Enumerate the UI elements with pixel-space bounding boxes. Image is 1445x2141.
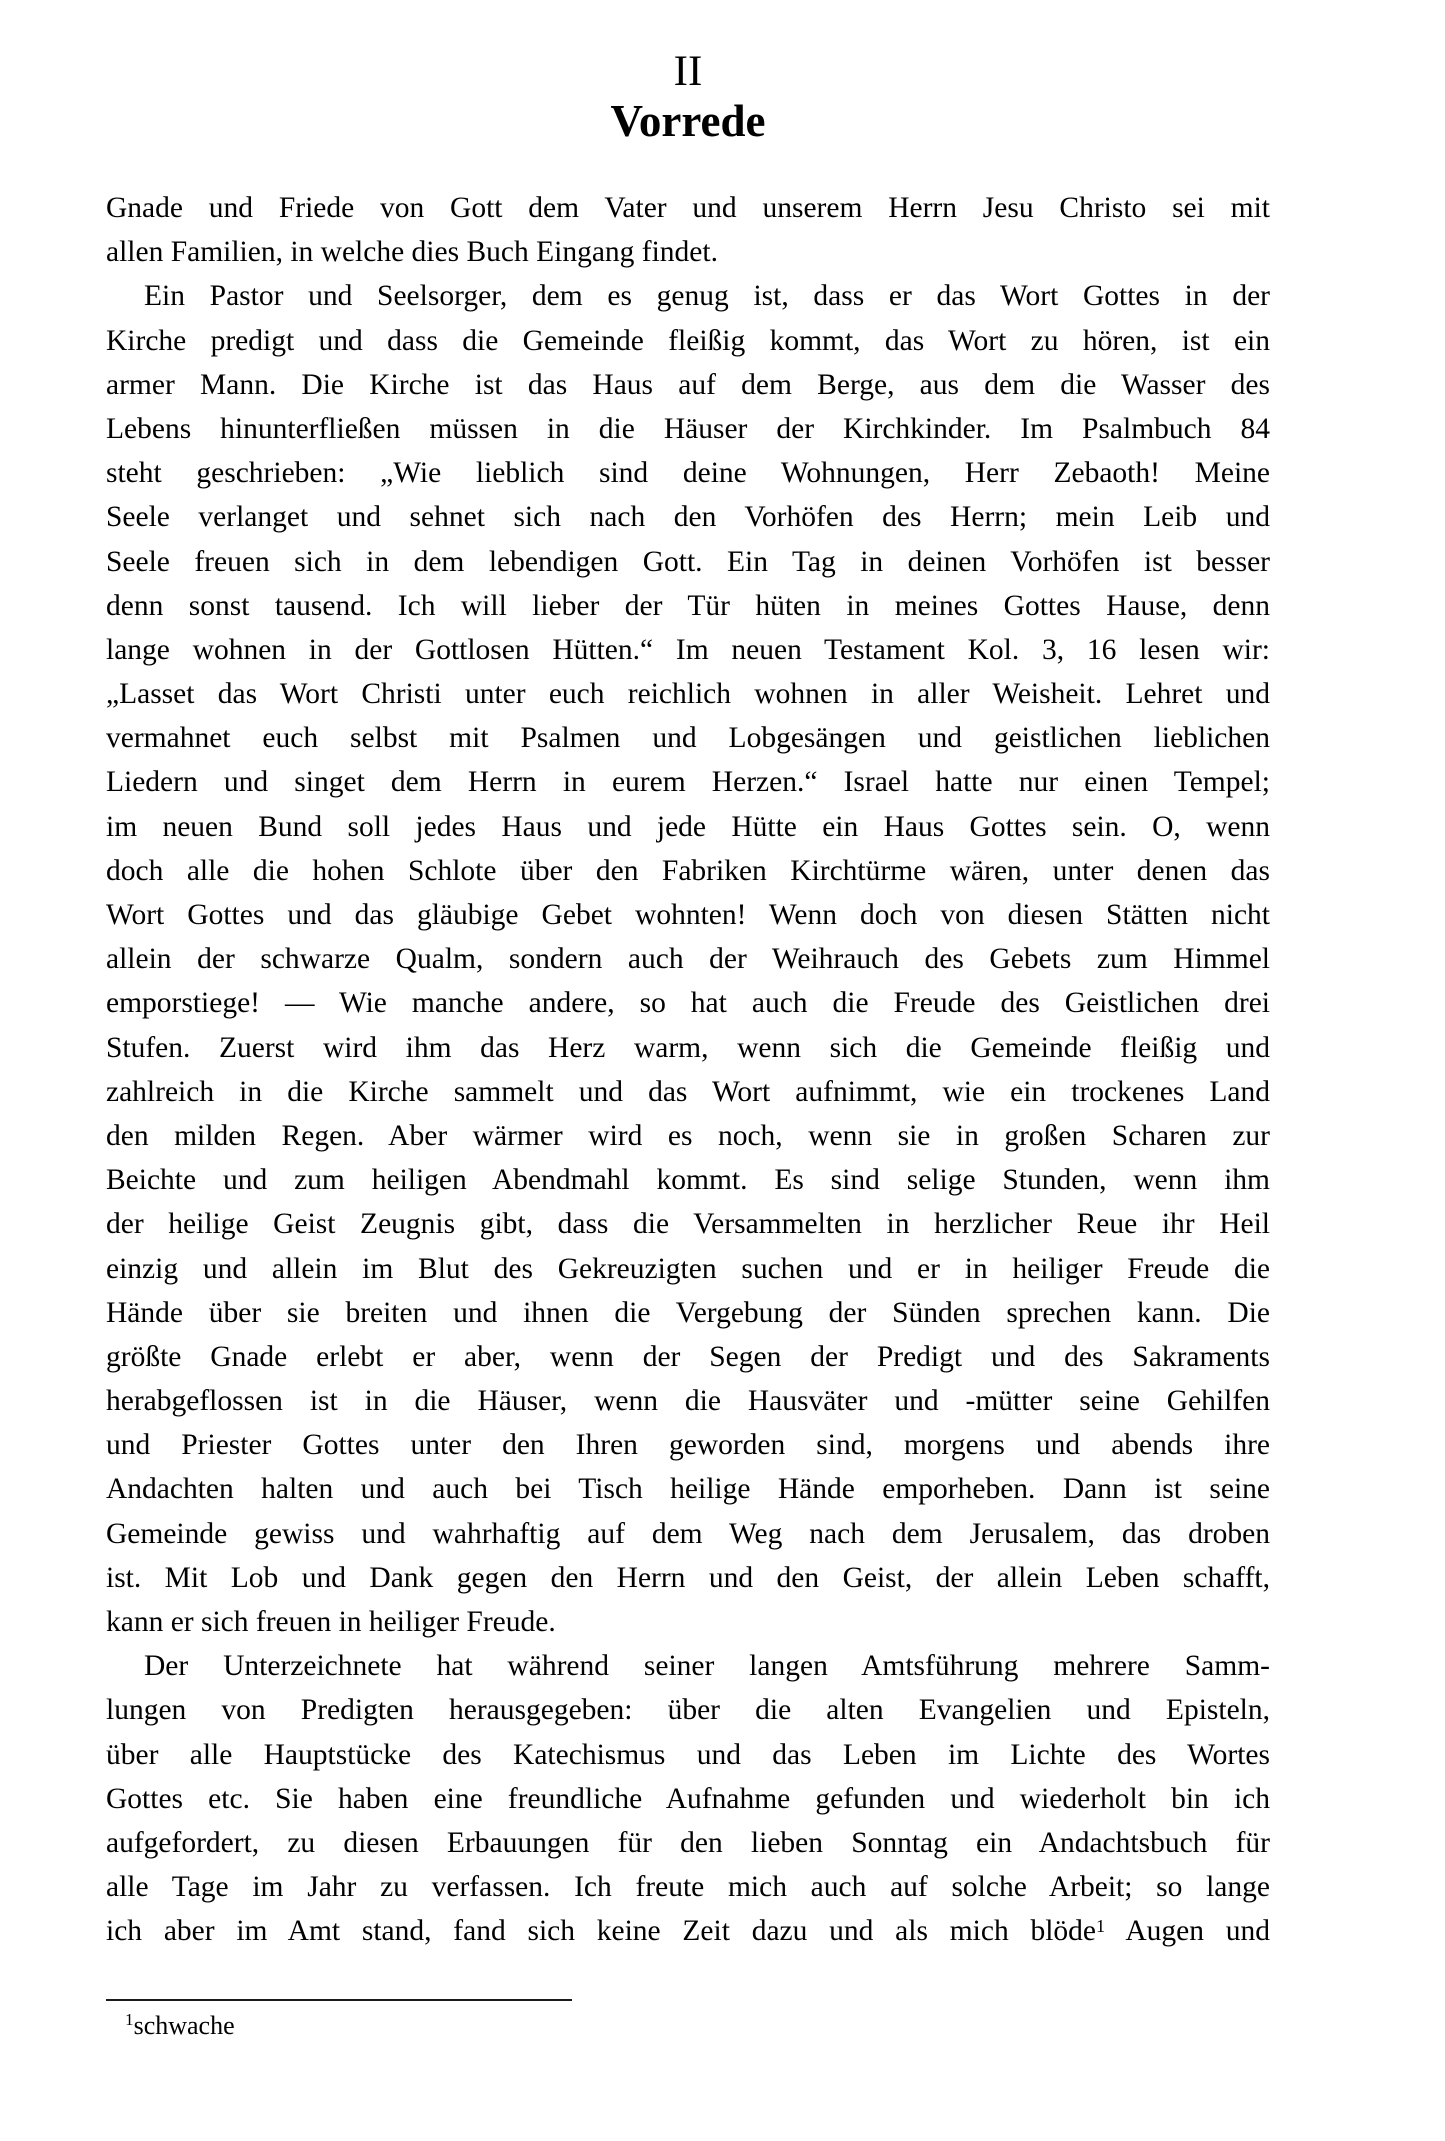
text-line: und Priester Gottes unter den Ihren geworden sind, morgens und abends ihre xyxy=(106,1429,1270,1462)
text-line: einzig und allein im Blut des Gekreuzigten suchen und er in heiliger Freude die xyxy=(106,1252,1270,1285)
text-line: aufgefordert, zu diesen Erbauungen für den lieben Sonntag ein Andachtsbuch für xyxy=(106,1826,1270,1859)
footnote-reference: 1 xyxy=(1096,1916,1106,1937)
text-line: Gemeinde gewiss und wahrhaftig auf dem Weg nach dem Jerusalem, das droben xyxy=(106,1517,1270,1550)
text-line: denn sonst tausend. Ich will lieber der Tür hüten in meines Gottes Hause, denn xyxy=(106,589,1270,622)
text-line: den milden Regen. Aber wärmer wird es noch, wenn sie in großen Scharen zur xyxy=(106,1119,1270,1152)
text-segment: Augen und xyxy=(1105,1915,1270,1948)
text-line: Der Unterzeichnete hat während seiner langen Amtsführung mehrere Samm- xyxy=(144,1650,1270,1683)
paragraph xyxy=(106,274,1270,1644)
text-segment: ich aber im Amt stand, fand sich keine Zeit dazu und als mich blöde xyxy=(106,1915,1097,1948)
page-number: II xyxy=(673,48,703,95)
footnote-text: schwache xyxy=(133,2011,235,2040)
text-line: Beichte und zum heiligen Abendmahl kommt. Es sind selige Stunden, wenn ihm xyxy=(106,1164,1270,1197)
text-line: lange wohnen in der Gottlosen Hütten.“ Im neuen Testament Kol. 3, 16 lesen wir: xyxy=(106,633,1270,666)
footnote xyxy=(106,2008,1270,2044)
text-line: lungen von Predigten herausgegeben: über die alten Evangelien und Episteln, xyxy=(106,1694,1270,1727)
text-line: alle Tage im Jahr zu verfassen. Ich freute mich auch auf solche Arbeit; so lange xyxy=(106,1871,1270,1904)
text-line: Ein Pastor und Seelsorger, dem es genug ist, dass er das Wort Gottes in der xyxy=(144,280,1270,313)
text-line: größte Gnade erlebt er aber, wenn der Segen der Predigt und des Sakraments xyxy=(106,1340,1270,1373)
text-line: Liedern und singet dem Herrn in eurem Herzen.“ Israel hatte nur einen Tempel; xyxy=(106,766,1270,799)
footnote-line xyxy=(106,2008,1270,2044)
text-line: emporstiege! — Wie manche andere, so hat auch die Freude des Geistlichen drei xyxy=(106,987,1270,1020)
text-line: Hände über sie breiten und ihnen die Vergebung der Sünden sprechen kann. Die xyxy=(106,1296,1270,1329)
text-line: doch alle die hohen Schlote über den Fabriken Kirchtürme wären, unter denen das xyxy=(106,854,1270,887)
text-line xyxy=(106,1909,1270,1953)
paragraph xyxy=(106,1644,1270,1953)
text-line: der heilige Geist Zeugnis gibt, dass die Versammelten in herzlicher Reue ihr Heil xyxy=(106,1208,1270,1241)
text-line: im neuen Bund soll jedes Haus und jede Hütte ein Haus Gottes sein. O, wenn xyxy=(106,810,1270,843)
text-line: vermahnet euch selbst mit Psalmen und Lobgesängen und geistlichen lieblichen xyxy=(106,722,1270,755)
text-line: Gottes etc. Sie haben eine freundliche Aufnahme gefunden und wiederholt bin ich xyxy=(106,1782,1270,1815)
text-line: kann er sich freuen in heiliger Freude. xyxy=(106,1606,556,1638)
text-line: Kirche predigt und dass die Gemeinde fleißig kommt, das Wort zu hören, ist ein xyxy=(106,324,1270,357)
text-line: Gnade und Friede von Gott dem Vater und unserem Herrn Jesu Christo sei mit xyxy=(106,192,1270,224)
text-line: über alle Hauptstücke des Katechismus und das Leben im Lichte des Wortes xyxy=(106,1738,1270,1771)
body-text xyxy=(106,186,1270,1954)
text-line: allein der schwarze Qualm, sondern auch der Weihrauch des Gebets zum Himmel xyxy=(106,943,1270,976)
text-line: Stufen. Zuerst wird ihm das Herz warm, wenn sich die Gemeinde fleißig und xyxy=(106,1031,1270,1064)
text-line: herabgeflossen ist in die Häuser, wenn die Hausväter und -mütter seine Gehilfen xyxy=(106,1385,1270,1418)
text-line: zahlreich in die Kirche sammelt und das Wort aufnimmt, wie ein trockenes Land xyxy=(106,1075,1270,1108)
text-line: Andachten halten und auch bei Tisch heilige Hände emporheben. Dann ist seine xyxy=(106,1473,1270,1506)
paragraph xyxy=(106,186,1270,274)
text-line: allen Familien, in welche dies Buch Eingang findet. xyxy=(106,236,718,269)
text-line: „Lasset das Wort Christi unter euch reichlich wohnen in aller Weisheit. Lehret und xyxy=(106,678,1270,711)
page-title: Vorrede xyxy=(610,96,766,146)
footnote-rule xyxy=(106,1999,572,2001)
text-line: ist. Mit Lob und Dank gegen den Herrn und den Geist, der allein Leben schafft, xyxy=(106,1561,1270,1594)
text-line: Seele verlanget und sehnet sich nach den Vorhöfen des Herrn; mein Leib und xyxy=(106,501,1270,534)
text-line: steht geschrieben: „Wie lieblich sind deine Wohnungen, Herr Zebaoth! Meine xyxy=(106,457,1270,490)
text-line: Seele freuen sich in dem lebendigen Gott. Ein Tag in deinen Vorhöfen ist besser xyxy=(106,545,1270,578)
text-line: Lebens hinunterfließen müssen in die Häuser der Kirchkinder. Im Psalmbuch 84 xyxy=(106,412,1270,445)
footnote-marker: 1 xyxy=(125,2010,134,2030)
text-line: Wort Gottes und das gläubige Gebet wohnten! Wenn doch von diesen Stätten nicht xyxy=(106,899,1270,931)
text-line: armer Mann. Die Kirche ist das Haus auf dem Berge, aus dem die Wasser des xyxy=(106,368,1270,401)
